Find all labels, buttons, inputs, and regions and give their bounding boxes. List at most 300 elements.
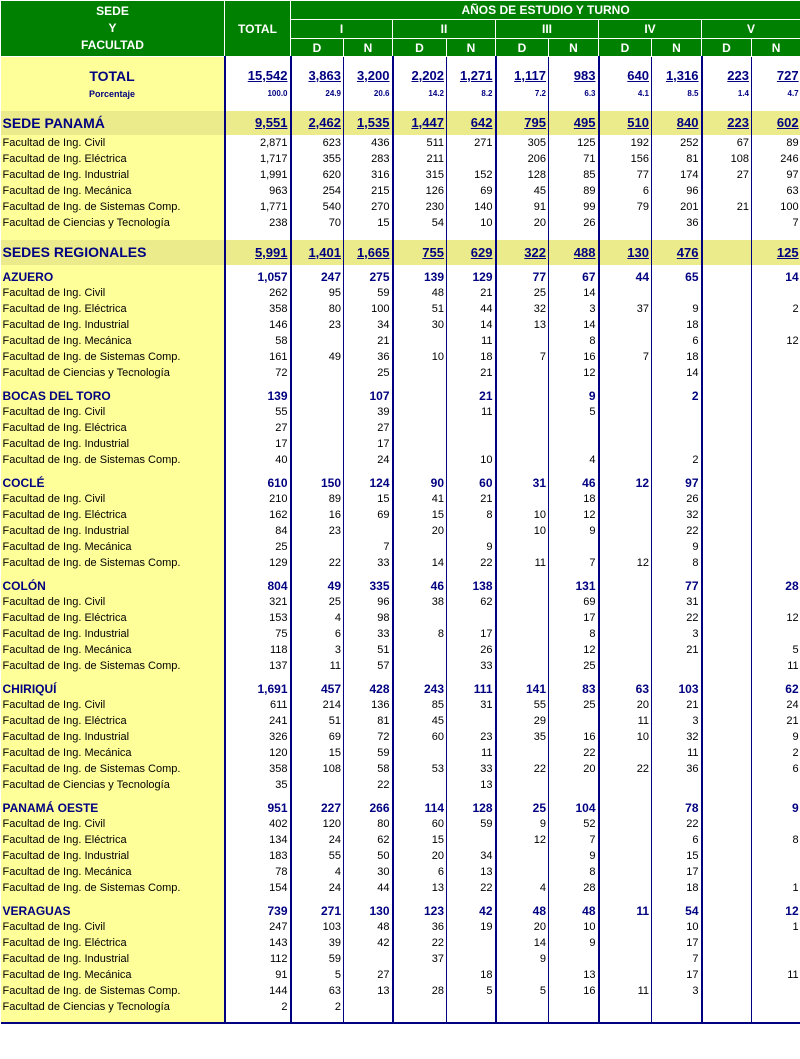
spacer-cell (1, 674, 225, 681)
region-value: 65 (652, 269, 702, 285)
spacer-cell (225, 571, 291, 578)
spacer-cell (599, 468, 652, 475)
faculty-value: 48 (344, 919, 393, 935)
spacer-cell (549, 381, 599, 388)
faculty-value: 89 (549, 183, 599, 199)
faculty-value (702, 713, 752, 729)
faculty-value (496, 333, 549, 349)
faculty-value: 7 (549, 832, 599, 848)
region-value: 14 (752, 269, 800, 285)
faculty-value (702, 777, 752, 793)
faculty-value: 28 (549, 880, 599, 896)
faculty-row (1, 626, 800, 642)
faculty-value: 23 (291, 317, 344, 333)
faculty-row (1, 832, 800, 848)
faculty-value: 8 (549, 626, 599, 642)
faculty-value: 25 (291, 594, 344, 610)
faculty-value: 67 (702, 135, 752, 151)
faculty-value: 79 (599, 199, 652, 215)
closing-cell (447, 1015, 496, 1023)
spacer-cell (1, 231, 225, 240)
region-value (702, 903, 752, 919)
region-value (702, 681, 752, 697)
region-value: 67 (549, 269, 599, 285)
region-label: BOCAS DEL TORO (1, 388, 225, 404)
faculty-row (1, 745, 800, 761)
faculty-value: 21 (652, 642, 702, 658)
spacer-cell (344, 896, 393, 903)
region-label: PANAMÁ OESTE (1, 800, 225, 816)
faculty-value (447, 713, 496, 729)
header-turn-d: D (291, 39, 344, 57)
spacer-cell (291, 674, 344, 681)
faculty-label: Facultad de Ing. Mecánica (1, 539, 225, 555)
faculty-value: 58 (344, 761, 393, 777)
faculty-value: 305 (496, 135, 549, 151)
faculty-value: 99 (549, 199, 599, 215)
faculty-value: 31 (652, 594, 702, 610)
spacer-cell (599, 674, 652, 681)
faculty-value (496, 967, 549, 983)
faculty-value: 22 (447, 555, 496, 571)
faculty-value: 355 (291, 151, 344, 167)
faculty-value (447, 523, 496, 539)
faculty-label: Facultad de Ing. Industrial (1, 729, 225, 745)
faculty-value: 2 (291, 999, 344, 1015)
faculty-value: 27 (344, 420, 393, 436)
faculty-value: 59 (447, 816, 496, 832)
faculty-value: 14 (652, 365, 702, 381)
faculty-row (1, 555, 800, 571)
header-turn-d: D (702, 39, 752, 57)
spacer-cell (344, 468, 393, 475)
faculty-value: 78 (225, 864, 291, 880)
region-value: 60 (447, 475, 496, 491)
region-value: 104 (549, 800, 599, 816)
faculty-value: 9 (496, 951, 549, 967)
region-value: 44 (599, 269, 652, 285)
faculty-value: 129 (225, 555, 291, 571)
faculty-value (752, 404, 800, 420)
header-turn-d: D (599, 39, 652, 57)
header-turn-n: N (752, 39, 800, 57)
faculty-value (549, 539, 599, 555)
faculty-value (496, 745, 549, 761)
faculty-value (702, 848, 752, 864)
faculty-value: 97 (752, 167, 800, 183)
faculty-value: 70 (291, 215, 344, 231)
faculty-value: 5 (447, 983, 496, 999)
faculty-value: 22 (447, 880, 496, 896)
faculty-row (1, 301, 800, 317)
faculty-value: 13 (447, 777, 496, 793)
faculty-label: Facultad de Ing. de Sistemas Comp. (1, 452, 225, 468)
faculty-value: 10 (599, 729, 652, 745)
closing-cell (1, 1015, 225, 1023)
faculty-value: 28 (393, 983, 447, 999)
percentage-value: 20.6 (344, 87, 393, 101)
faculty-value: 57 (344, 658, 393, 674)
faculty-value (752, 507, 800, 523)
percentage-value: 6.3 (549, 87, 599, 101)
faculty-value: 15 (393, 832, 447, 848)
faculty-value: 19 (447, 919, 496, 935)
faculty-row (1, 864, 800, 880)
faculty-value: 54 (393, 215, 447, 231)
faculty-value: 25 (496, 285, 549, 301)
faculty-value: 89 (752, 135, 800, 151)
percentage-value: 8.2 (447, 87, 496, 101)
region-value (702, 800, 752, 816)
faculty-value: 18 (447, 349, 496, 365)
faculty-value (496, 610, 549, 626)
faculty-value: 271 (447, 135, 496, 151)
faculty-value (549, 951, 599, 967)
region-value: 141 (496, 681, 549, 697)
faculty-label: Facultad de Ing. Industrial (1, 848, 225, 864)
faculty-value: 1 (752, 919, 800, 935)
faculty-value: 27 (344, 967, 393, 983)
faculty-value: 75 (225, 626, 291, 642)
spacer-cell (752, 674, 800, 681)
faculty-value (393, 967, 447, 983)
faculty-value: 12 (599, 555, 652, 571)
faculty-value (599, 626, 652, 642)
faculty-value: 17 (344, 436, 393, 452)
faculty-value: 69 (344, 507, 393, 523)
faculty-value: 246 (752, 151, 800, 167)
spacer-cell (652, 674, 702, 681)
faculty-value (702, 333, 752, 349)
faculty-value: 12 (549, 642, 599, 658)
faculty-label: Facultad de Ing. Civil (1, 594, 225, 610)
faculty-row (1, 215, 800, 231)
spacer-cell (447, 896, 496, 903)
spacer-cell (702, 381, 752, 388)
faculty-value (496, 365, 549, 381)
faculty-value: 210 (225, 491, 291, 507)
faculty-row (1, 610, 800, 626)
faculty-value: 10 (393, 349, 447, 365)
faculty-value: 214 (291, 697, 344, 713)
faculty-value: 98 (344, 610, 393, 626)
faculty-value (702, 626, 752, 642)
faculty-value: 35 (496, 729, 549, 745)
faculty-value: 63 (291, 983, 344, 999)
faculty-row (1, 880, 800, 896)
spacer-cell (344, 571, 393, 578)
sedes-regionales-value: 755 (393, 240, 447, 265)
spacer-cell (1, 381, 225, 388)
sede-panama-value: 9,551 (225, 111, 291, 135)
faculty-value (447, 151, 496, 167)
header-turn-d: D (393, 39, 447, 57)
faculty-row (1, 729, 800, 745)
region-value: 25 (496, 800, 549, 816)
faculty-value: 1,771 (225, 199, 291, 215)
faculty-value: 14 (549, 285, 599, 301)
faculty-value: 55 (225, 404, 291, 420)
spacer-cell (702, 57, 752, 65)
faculty-value: 21 (344, 333, 393, 349)
faculty-value: 11 (599, 983, 652, 999)
faculty-value (702, 697, 752, 713)
faculty-label: Facultad de Ing. Mecánica (1, 642, 225, 658)
spacer-cell (393, 101, 447, 111)
closing-cell (393, 1015, 447, 1023)
spacer-cell (447, 381, 496, 388)
faculty-row (1, 317, 800, 333)
header-year-iv: IV (599, 20, 702, 39)
faculty-value (752, 436, 800, 452)
spacer-cell (1, 468, 225, 475)
spacer-cell (393, 468, 447, 475)
region-value: 266 (344, 800, 393, 816)
region-value (291, 388, 344, 404)
header-year-i: I (291, 20, 393, 39)
faculty-value (702, 745, 752, 761)
faculty-value: 7 (599, 349, 652, 365)
faculty-value (702, 215, 752, 231)
region-value: 335 (344, 578, 393, 594)
sedes-regionales-value: 5,991 (225, 240, 291, 265)
faculty-value (752, 594, 800, 610)
faculty-value: 16 (291, 507, 344, 523)
faculty-value: 252 (652, 135, 702, 151)
header-turn-n: N (652, 39, 702, 57)
faculty-value: 15 (344, 491, 393, 507)
faculty-value (549, 999, 599, 1015)
faculty-value: 26 (652, 491, 702, 507)
faculty-row (1, 999, 800, 1015)
spacer-cell (225, 57, 291, 65)
faculty-value (702, 935, 752, 951)
faculty-value (599, 594, 652, 610)
faculty-value: 156 (599, 151, 652, 167)
closing-cell (225, 1015, 291, 1023)
faculty-row (1, 983, 800, 999)
faculty-value: 45 (393, 713, 447, 729)
region-value (702, 578, 752, 594)
sedes-regionales-value: 125 (752, 240, 800, 265)
spacer-cell (344, 793, 393, 800)
region-value: 428 (344, 681, 393, 697)
faculty-value: 37 (393, 951, 447, 967)
region-value: 46 (393, 578, 447, 594)
faculty-value: 4 (549, 452, 599, 468)
spacer-cell (447, 674, 496, 681)
faculty-value: 39 (344, 404, 393, 420)
faculty-value: 85 (549, 167, 599, 183)
faculty-value: 55 (291, 848, 344, 864)
spacer-cell (652, 231, 702, 240)
faculty-value: 62 (447, 594, 496, 610)
faculty-value (702, 507, 752, 523)
faculty-value (702, 555, 752, 571)
faculty-value: 10 (496, 507, 549, 523)
faculty-value: 136 (344, 697, 393, 713)
spacer-cell (393, 231, 447, 240)
closing-cell (702, 1015, 752, 1023)
faculty-value: 12 (549, 507, 599, 523)
faculty-row (1, 491, 800, 507)
faculty-row (1, 199, 800, 215)
faculty-value: 25 (549, 697, 599, 713)
percentage-value: 1.4 (702, 87, 752, 101)
region-value: 9 (752, 800, 800, 816)
spacer-cell (652, 57, 702, 65)
faculty-value (702, 864, 752, 880)
faculty-value: 125 (549, 135, 599, 151)
faculty-value: 4 (291, 610, 344, 626)
sede-panama-value: 1,447 (393, 111, 447, 135)
faculty-label: Facultad de Ciencias y Tecnología (1, 365, 225, 381)
faculty-value: 511 (393, 135, 447, 151)
spacer-cell (447, 468, 496, 475)
faculty-value: 436 (344, 135, 393, 151)
faculty-value: 36 (344, 349, 393, 365)
spacer-cell (549, 468, 599, 475)
faculty-value (702, 285, 752, 301)
faculty-value: 12 (549, 365, 599, 381)
faculty-value (599, 523, 652, 539)
faculty-value: 316 (344, 167, 393, 183)
closing-cell (344, 1015, 393, 1023)
region-value: 90 (393, 475, 447, 491)
region-value: 275 (344, 269, 393, 285)
spacer-cell (752, 101, 800, 111)
region-value: 111 (447, 681, 496, 697)
header-turn-n: N (549, 39, 599, 57)
faculty-value: 60 (393, 729, 447, 745)
faculty-row (1, 761, 800, 777)
region-value: 139 (393, 269, 447, 285)
sedes-regionales-value (702, 240, 752, 265)
region-value: 46 (549, 475, 599, 491)
faculty-label: Facultad de Ing. Civil (1, 697, 225, 713)
faculty-value (652, 285, 702, 301)
region-value: 77 (652, 578, 702, 594)
faculty-value (447, 610, 496, 626)
sedes-regionales-value: 488 (549, 240, 599, 265)
header-year-v: V (702, 20, 800, 39)
region-value (599, 578, 652, 594)
faculty-value (599, 365, 652, 381)
spacer-cell (652, 793, 702, 800)
percentage-label: Porcentaje (1, 87, 225, 101)
closing-cell (599, 1015, 652, 1023)
spacer-cell (291, 231, 344, 240)
faculty-value: 134 (225, 832, 291, 848)
faculty-value: 17 (652, 935, 702, 951)
faculty-value: 17 (225, 436, 291, 452)
region-row (1, 681, 800, 697)
faculty-value (599, 880, 652, 896)
grand-total-value: 640 (599, 65, 652, 87)
sede-panama-row (1, 111, 800, 135)
faculty-value: 22 (291, 555, 344, 571)
faculty-value: 15 (344, 215, 393, 231)
faculty-value: 13 (549, 967, 599, 983)
faculty-value: 20 (599, 697, 652, 713)
header-turn-n: N (344, 39, 393, 57)
closing-cell (291, 1015, 344, 1023)
faculty-value (752, 523, 800, 539)
faculty-value: 14 (496, 935, 549, 951)
faculty-value: 9 (549, 848, 599, 864)
faculty-row (1, 167, 800, 183)
percentage-value: 7.2 (496, 87, 549, 101)
percentage-value: 24.9 (291, 87, 344, 101)
faculty-value: 30 (393, 317, 447, 333)
spacer-cell (393, 381, 447, 388)
faculty-value (599, 215, 652, 231)
faculty-value: 1 (752, 880, 800, 896)
faculty-value (652, 420, 702, 436)
faculty-value (752, 816, 800, 832)
faculty-value: 18 (549, 491, 599, 507)
spacer-cell (599, 381, 652, 388)
region-value: 131 (549, 578, 599, 594)
faculty-value: 7 (549, 555, 599, 571)
faculty-value (393, 999, 447, 1015)
faculty-value: 91 (225, 967, 291, 983)
faculty-value (599, 848, 652, 864)
faculty-row (1, 539, 800, 555)
spacer-cell (225, 381, 291, 388)
faculty-value (702, 365, 752, 381)
faculty-value: 20 (496, 215, 549, 231)
faculty-value: 21 (447, 285, 496, 301)
region-value: 1,057 (225, 269, 291, 285)
faculty-value (549, 713, 599, 729)
faculty-value (752, 848, 800, 864)
faculty-value (652, 777, 702, 793)
faculty-value: 22 (344, 777, 393, 793)
spacer-cell (1, 793, 225, 800)
faculty-value (599, 539, 652, 555)
faculty-value: 12 (752, 610, 800, 626)
spacer-cell (393, 57, 447, 65)
faculty-value: 126 (393, 183, 447, 199)
faculty-value: 69 (447, 183, 496, 199)
faculty-value: 206 (496, 151, 549, 167)
faculty-value: 89 (291, 491, 344, 507)
faculty-row (1, 919, 800, 935)
spacer-cell (496, 468, 549, 475)
faculty-value: 8 (549, 864, 599, 880)
faculty-value (599, 491, 652, 507)
faculty-value: 9 (652, 301, 702, 317)
faculty-label: Facultad de Ing. Civil (1, 491, 225, 507)
region-value: 457 (291, 681, 344, 697)
spacer-cell (702, 468, 752, 475)
spacer-cell (393, 793, 447, 800)
spacer-cell (652, 896, 702, 903)
region-row (1, 475, 800, 491)
faculty-value (652, 404, 702, 420)
faculty-value (752, 285, 800, 301)
faculty-value: 152 (447, 167, 496, 183)
spacer-cell (393, 896, 447, 903)
faculty-value (702, 642, 752, 658)
faculty-value (291, 333, 344, 349)
faculty-value (702, 491, 752, 507)
spacer-cell (496, 101, 549, 111)
faculty-value (702, 404, 752, 420)
faculty-value: 38 (393, 594, 447, 610)
faculty-value: 9 (496, 816, 549, 832)
